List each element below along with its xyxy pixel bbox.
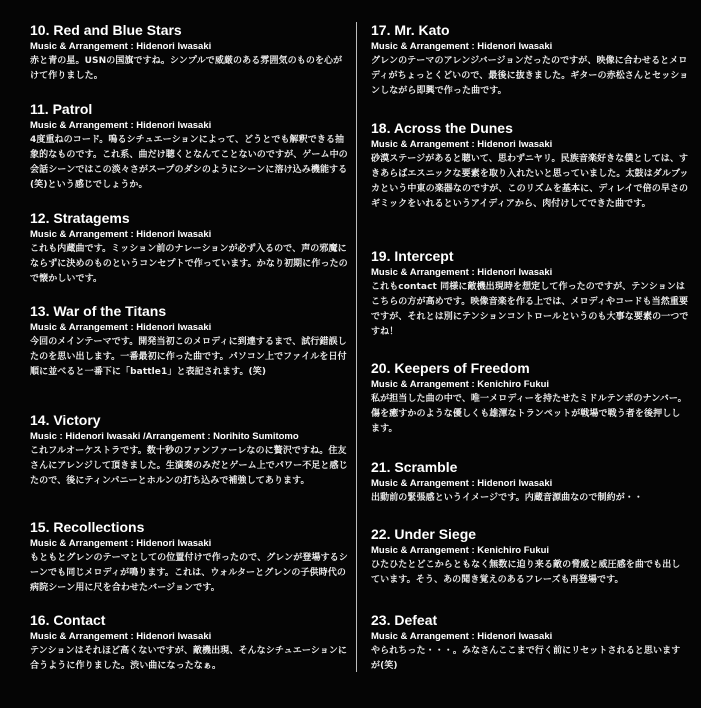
track-title: 23. Defeat [371,612,438,628]
track-entry [30,101,348,193]
column-divider [356,22,357,672]
track-entry [30,412,348,489]
track-credits: Music & Arrangement : Hidenori Iwasaki [30,538,212,549]
track-title: 15. Recollections [30,519,145,535]
track-description: 砂漠ステージがあると聴いて、思わずニヤリ。民族音楽好きな僕としては、すきあらばエスニックな要素を取り入れたいと思っていました。太鼓はダルブッカという中東の楽器なのですが、このリズムを基本に、ディレイで倍の早さのギミックをいれるというアイディアから、肉付けしてできた曲です。 [371,154,689,209]
track-title: 20. Keepers of Freedom [371,360,530,376]
track-entry [371,526,689,588]
track-credits: Music : Hidenori Iwasaki /Arrangement : Norihito Sumitomo [30,431,299,442]
track-credits: Music & Arrangement : Hidenori Iwasaki [371,139,553,150]
track-credits: Music & Arrangement : Kenichiro Fukui [371,545,550,556]
track-entry [30,303,348,380]
track-credits: Music & Arrangement : Kenichiro Fukui [371,379,550,390]
track-credits: Music & Arrangement : Hidenori Iwasaki [371,267,553,278]
track-entry [371,360,689,437]
track-entry [30,519,348,596]
track-description: これも内蔵曲です。ミッション前のナレーションが必ず入るので、声の邪魔にならずに決めのものというコンセプトで作っています。かなり初期に作ったので懐かしいです。 [30,244,348,284]
track-description: 出動前の緊張感というイメージです。内蔵音源曲なので制約が・・ [371,493,644,503]
track-title: 11. Patrol [30,101,93,117]
track-entry [371,612,689,674]
track-entry [30,612,348,674]
track-title: 10. Red and Blue Stars [30,22,182,38]
track-credits: Music & Arrangement : Hidenori Iwasaki [371,41,553,52]
track-title: 22. Under Siege [371,526,477,542]
track-description: グレンのテーマのアレンジバージョンだったのですが、映像に合わせるとメロディがちょっとくどいので、最後に抜きました。ギターの赤松さんとセッションしながら即興で作った曲です。 [371,56,689,96]
track-entry [371,459,689,506]
track-title: 19. Intercept [371,248,454,264]
track-description: これもcontact 同様に敵機出現時を想定して作ったのですが、テンションはこちらの方が高めです。映像音楽を作る上では、メロディやコードも当然重要ですが、それとは別にテンションコントロールというのも大事な要素の一つですね！ [371,282,689,337]
track-title: 18. Across the Dunes [371,120,513,136]
track-entry [371,22,689,99]
track-credits: Music & Arrangement : Hidenori Iwasaki [30,631,212,642]
track-credits: Music & Arrangement : Hidenori Iwasaki [30,322,212,333]
track-entry [30,22,348,84]
track-description: テンションはそれほど高くないですが、敵機出現、そんなシチュエーションに合うように作りました。渋い曲になったなぁ。 [30,646,348,671]
track-credits: Music & Arrangement : Hidenori Iwasaki [371,478,553,489]
track-credits: Music & Arrangement : Hidenori Iwasaki [371,631,553,642]
track-description: 4度重ねのコード。嗚るシチュエーションによって、どうとでも解釈できる抽象的なものです。これ系、曲だけ聴くとなんてことないのですが、ゲーム中の会話シーンではこの淡々さがスープのダシのようにシーンに溶け込み機能する(笑)という感じでしょうか。 [30,135,348,190]
track-description: これフルオーケストラです。数十秒のファンファーレなのに贅沢ですね。住友さんにアレンジして頂きました。生演奏のみだとゲーム上でパワー不足と感じたので、後にティンパニーとホルンの打ち込みで補強してあります。 [30,446,348,486]
track-credits: Music & Arrangement : Hidenori Iwasaki [30,229,212,240]
track-description: やられちった・・・。みなさんここまで行く前にリセットされると思いますが(笑) [371,646,681,671]
track-description: ひたひたとどこからともなく無数に迫り来る敵の脅威と威圧感を曲でも出しています。そう、あの聞き覚えのあるフレーズも再登場です。 [371,560,681,585]
track-description: 赤と青の星。USNの国旗ですね。シンプルで威厳のある雰囲気のものを心がけて作りました。 [30,56,343,81]
track-title: 21. Scramble [371,459,458,475]
track-credits: Music & Arrangement : Hidenori Iwasaki [30,120,212,131]
track-title: 13. War of the Titans [30,303,167,319]
track-title: 14. Victory [30,412,101,428]
track-entry [30,210,348,287]
track-entry [371,120,689,212]
track-title: 17. Mr. Kato [371,22,450,38]
track-title: 12. Stratagems [30,210,130,226]
track-description: 今回のメインテーマです。開発当初このメロディに到達するまで、試行錯誤したのを思い出します。一番最初に作った曲です。パソコン上でファイルを日付順に並べると一番下に「battle1」と表記されます。(笑) [30,337,347,377]
track-credits: Music & Arrangement : Hidenori Iwasaki [30,41,212,52]
track-title: 16. Contact [30,612,106,628]
track-description: もともとグレンのテーマとしての位置付けで作ったので、グレンが登場するシーンでも同じメロディが鳴ります。これは、ウォルターとグレンの子供時代の病院シーン用に尺を合わせたバージョンです。 [30,553,348,593]
track-description: 私が担当した曲の中で、唯一メロディーを持たせたミドルテンポのナンバー。傷を癒すかのような優しくも雄渾なトランペットが戦場で戦う者を後押しします。 [371,394,687,434]
track-entry [371,248,689,340]
